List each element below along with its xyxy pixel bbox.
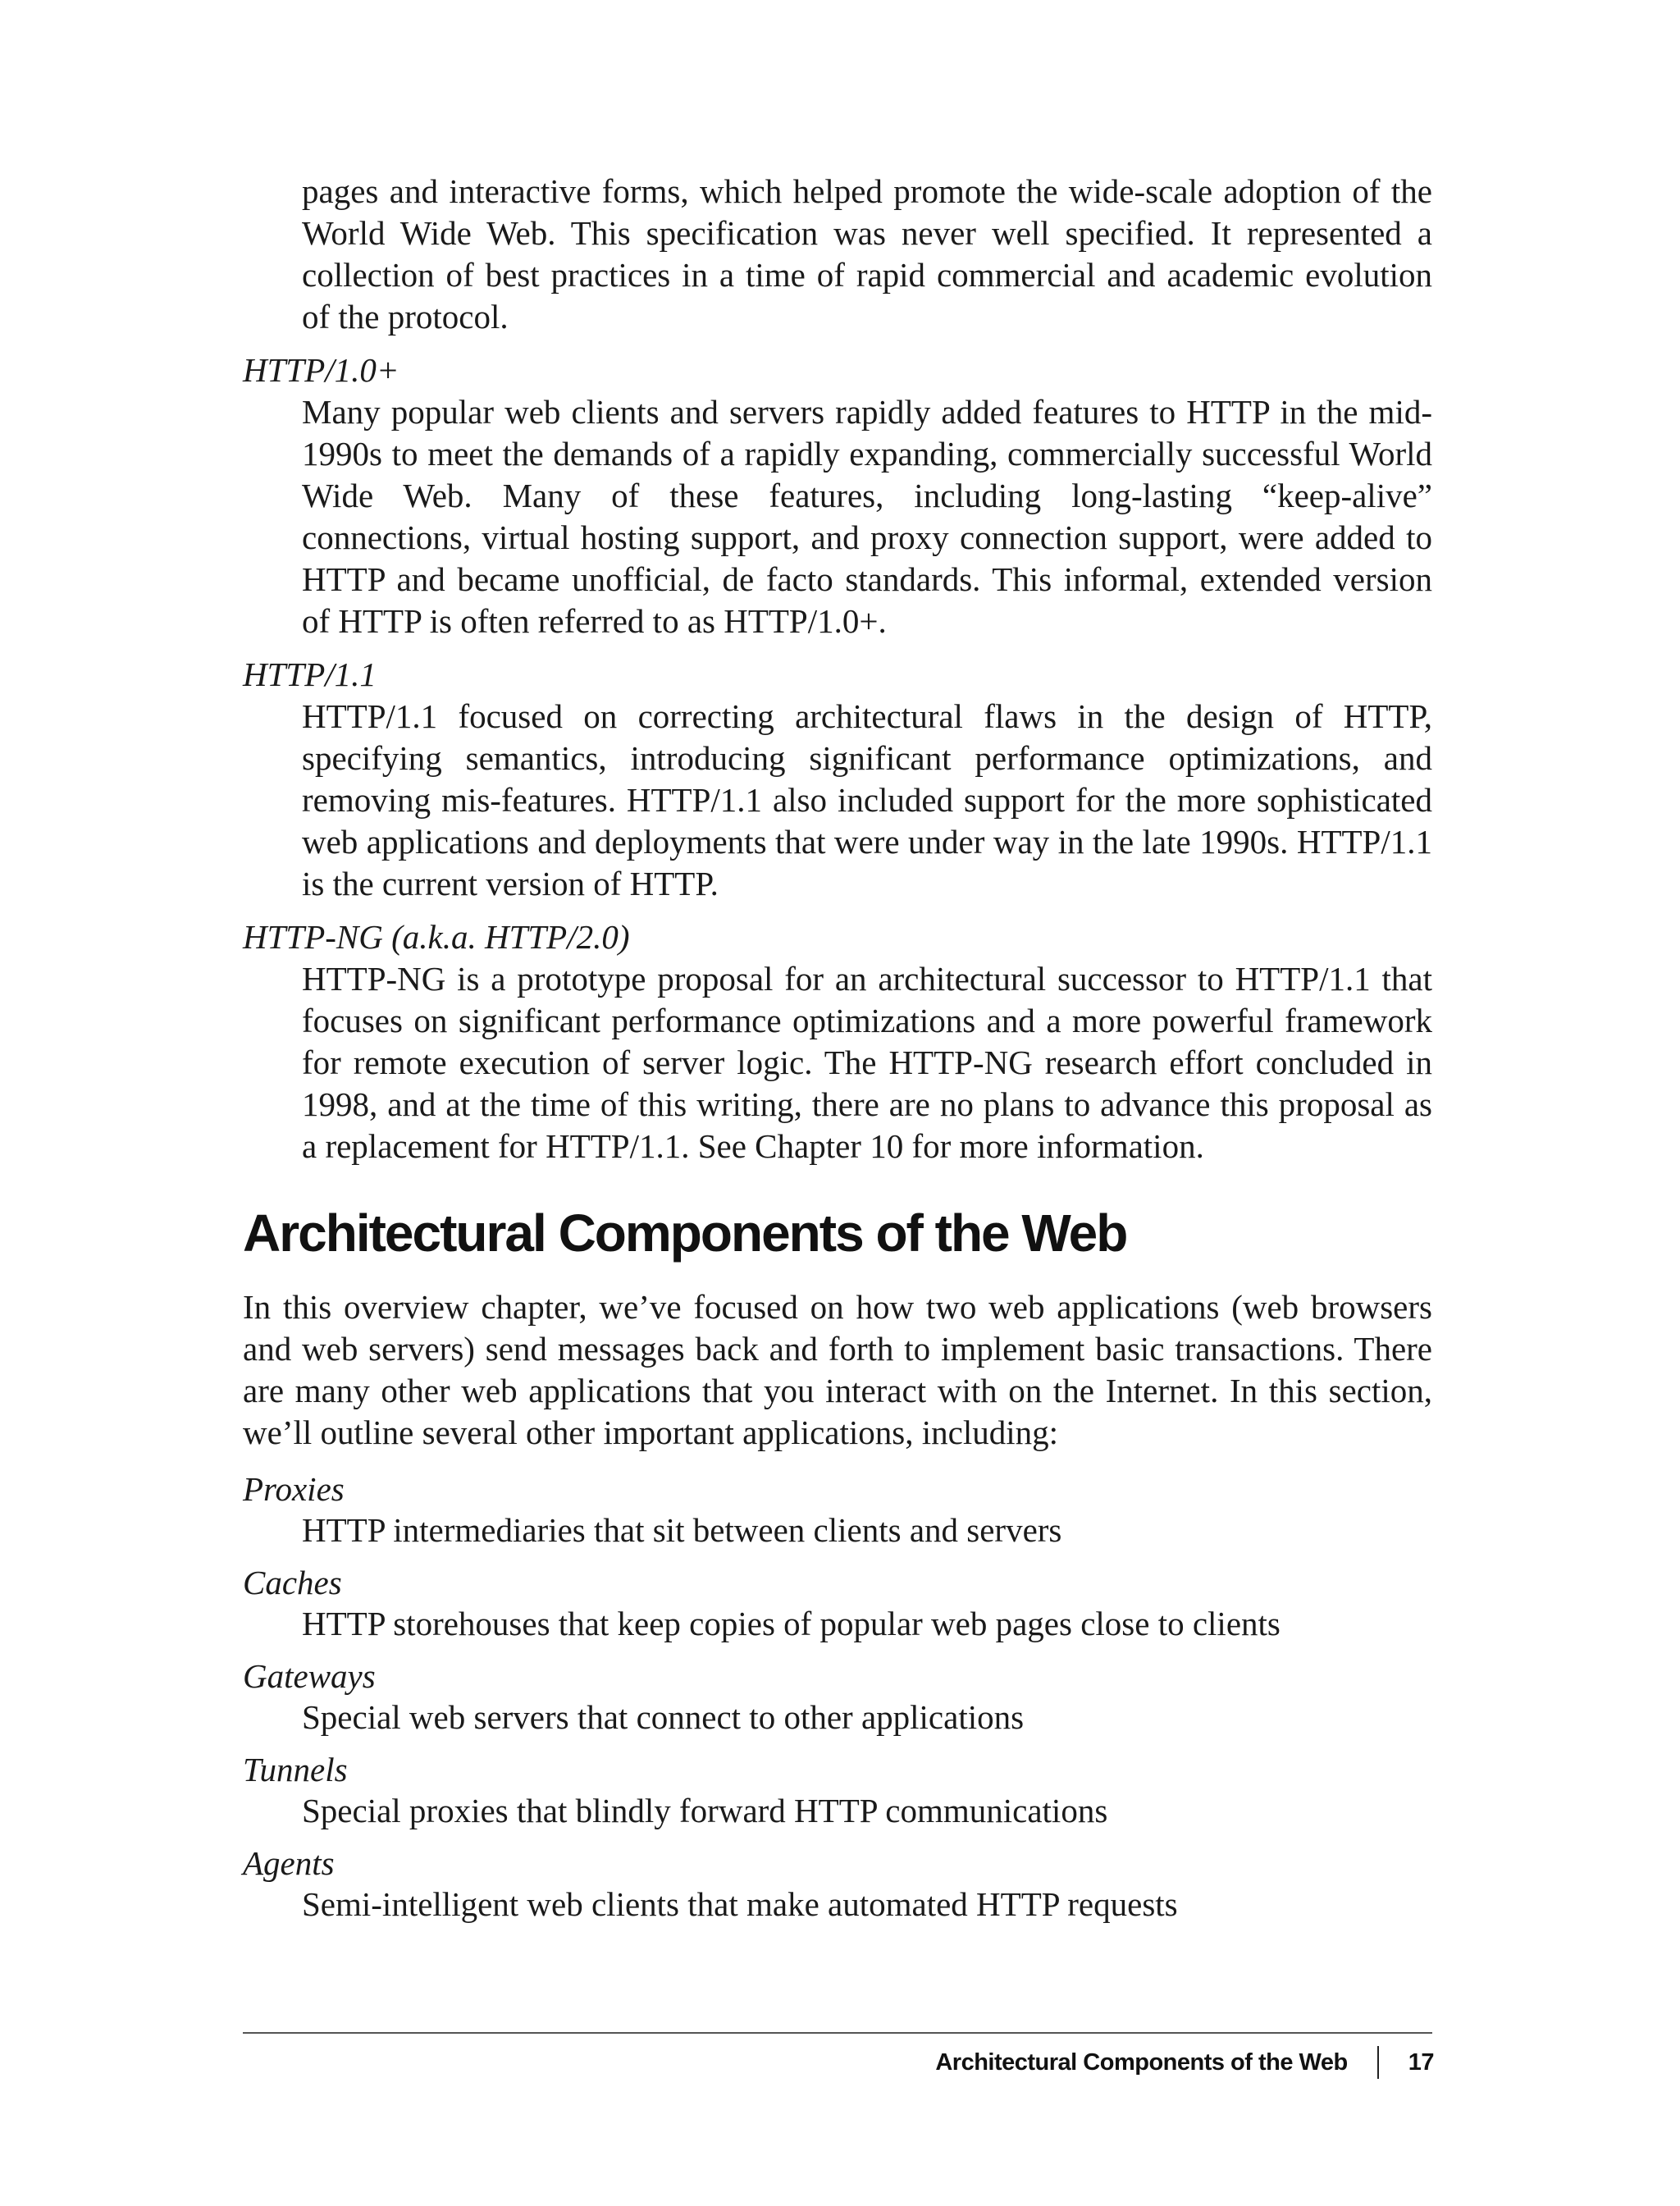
- page-number: 17: [1408, 2048, 1434, 2076]
- definition-text: HTTP/1.1 focused on correcting architectural flaws in the design of HTTP, specifying semantics, introducing significant performance optimizations, and removing mis-features. HTTP/1.1 also included support for the more sophisticated web applications and deployments that were under way in the late 1990s. HTTP/1.1 is the current version of HTTP.: [302, 697, 1432, 902]
- footer-separator: [1377, 2046, 1379, 2079]
- definition-term: Caches: [243, 1564, 342, 1601]
- definition-text: Semi-intelligent web clients that make automated HTTP requests: [302, 1885, 1178, 1923]
- section-intro-block: [243, 1286, 1432, 1454]
- running-title: Architectural Components of the Web: [935, 2048, 1348, 2076]
- definition-term: Proxies: [243, 1470, 345, 1508]
- definition-text: HTTP intermediaries that sit between clients and servers: [302, 1511, 1062, 1549]
- page-footer: [935, 2046, 1434, 2079]
- definition-term: HTTP/1.1: [243, 655, 377, 693]
- definition-text: Special web servers that connect to other applications: [302, 1698, 1025, 1736]
- definition-text: Many popular web clients and servers rapidly added features to HTTP in the mid-1990s to meet the demands of a rapidly expanding, commercially successful World Wide Web. Many of these features, including long-lasting “keep-alive” connections, virtual hosting support, and proxy connection support, were added to HTTP and became unofficial, de facto standards. This informal, extended version of HTTP is often referred to as HTTP/1.0+.: [302, 393, 1432, 640]
- definition-text: Special proxies that blindly forward HTTP communications: [302, 1792, 1108, 1829]
- definition-text: HTTP storehouses that keep copies of popular web pages close to clients: [302, 1605, 1281, 1642]
- footer-rule: [243, 2032, 1432, 2034]
- definition-term: Gateways: [243, 1657, 376, 1695]
- definition-term: HTTP/1.0+: [243, 351, 399, 389]
- continuation-paragraph: pages and interactive forms, which helped promote the wide-scale adoption of the World Wide Web. This specification was never well specified. It represented a collection of best practices in a time of rapid commercial and academic evolution of the protocol.: [302, 172, 1432, 336]
- section-heading: Architectural Components of the Web: [243, 1203, 1127, 1263]
- definition-term: Agents: [243, 1844, 335, 1882]
- section-heading-block: [243, 1203, 1432, 1263]
- version-definitions: [243, 171, 1432, 1167]
- section-intro: In this overview chapter, we’ve focused on how two web applications (web browsers and web servers) send messages back and forth to implement basic transactions. There are many other web applications that you interact with on the Internet. In this section, we’ll outline several other important applications, including:: [243, 1288, 1432, 1451]
- definition-term: HTTP-NG (a.k.a. HTTP/2.0): [243, 918, 630, 956]
- definition-text: HTTP-NG is a prototype proposal for an architectural successor to HTTP/1.1 that focuses on significant performance optimizations and a more powerful framework for remote execution of server logic. The HTTP-NG research effort concluded in 1998, and at the time of this writing, there are no plans to advance this proposal as a replacement for HTTP/1.1. See Chapter 10 for more information.: [302, 960, 1432, 1165]
- definition-term: Tunnels: [243, 1751, 348, 1788]
- component-definitions: [243, 1468, 1432, 1925]
